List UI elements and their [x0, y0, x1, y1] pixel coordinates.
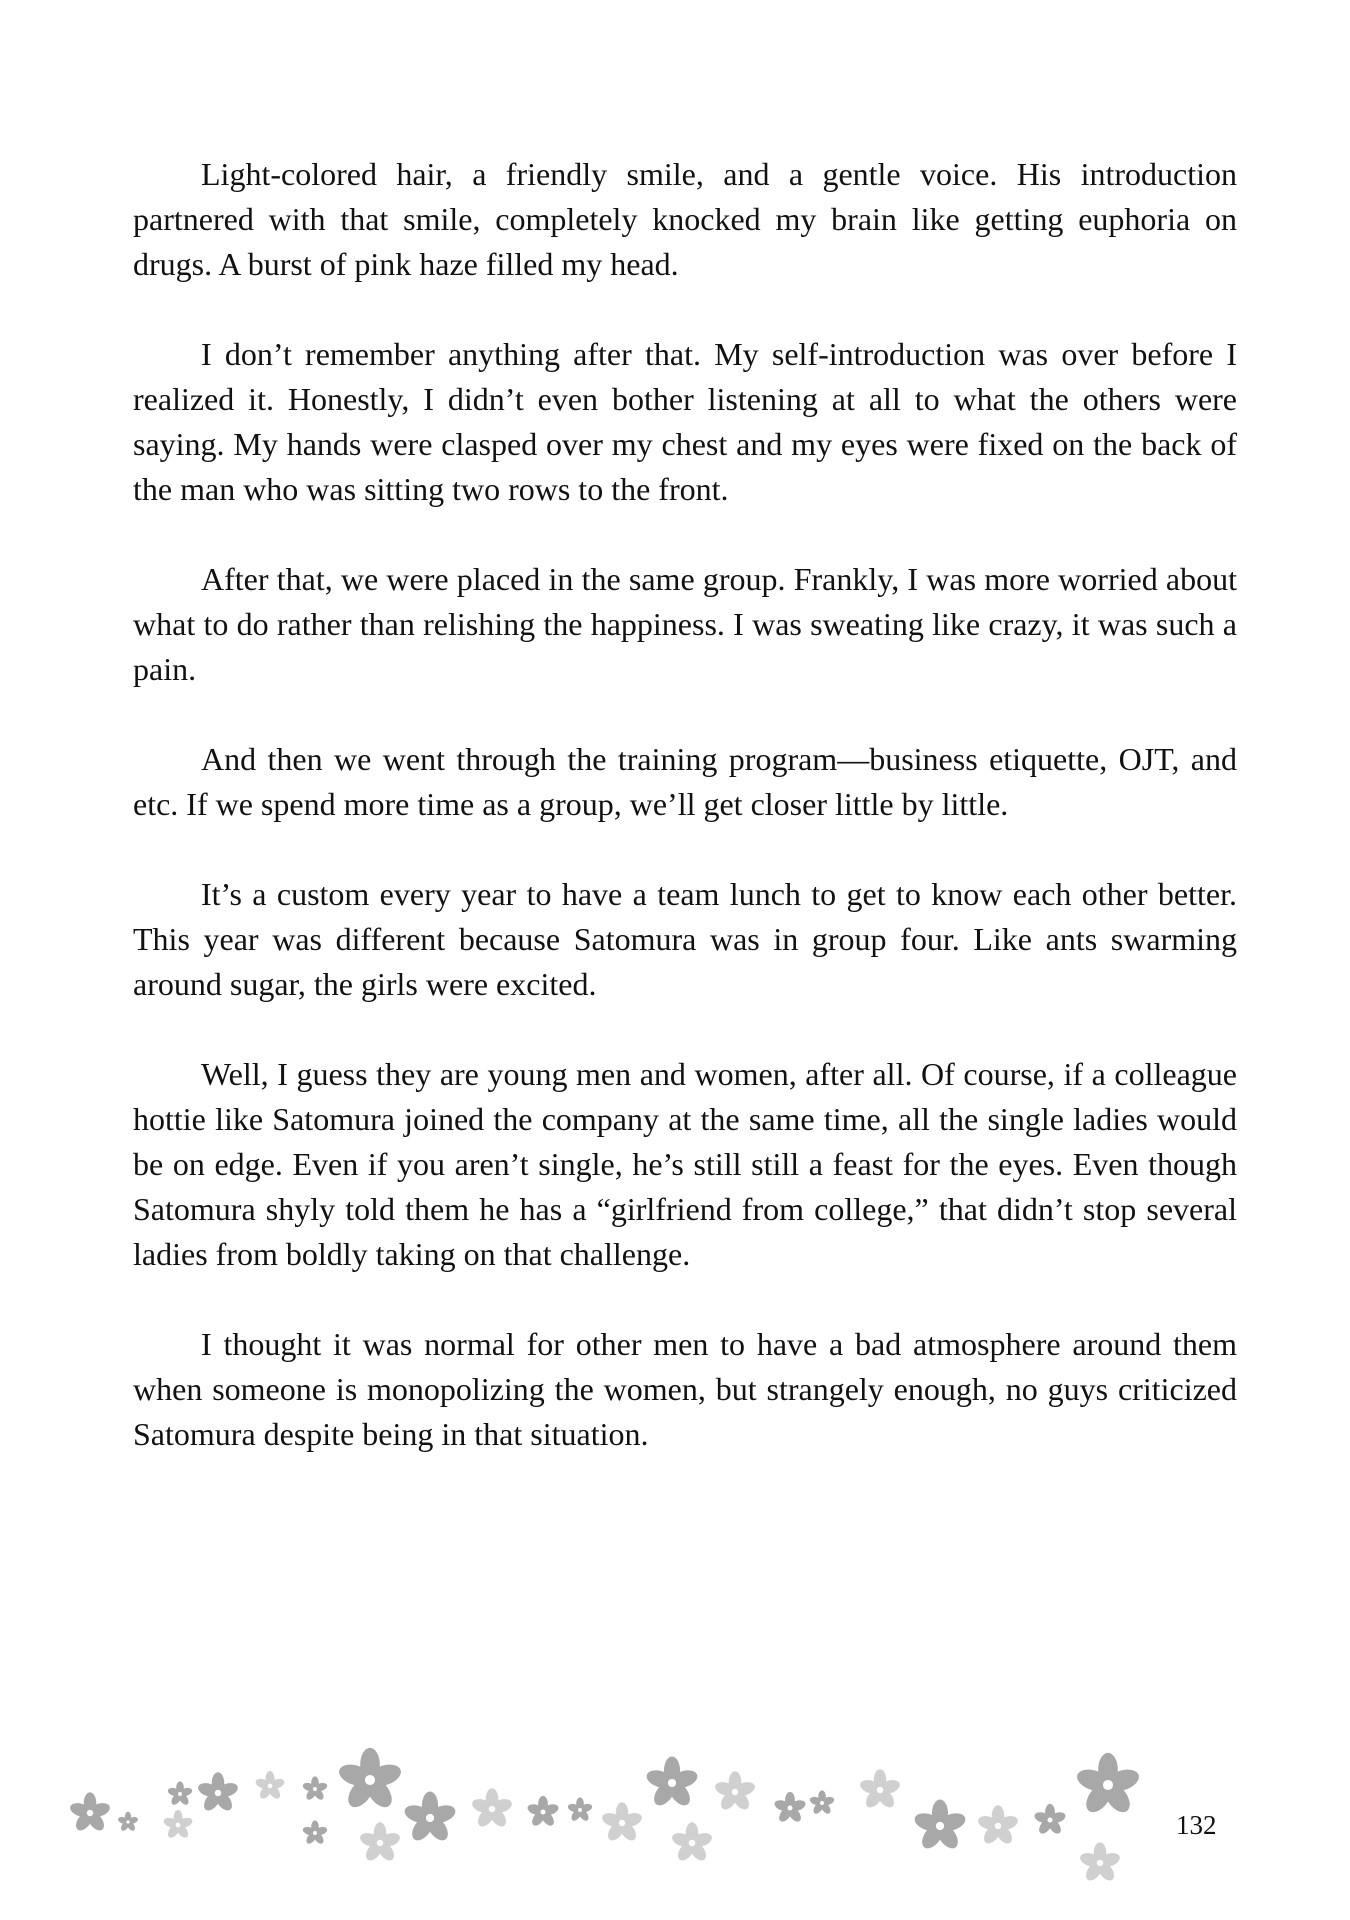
paragraph: And then we went through the training program—business etiquette, OJT, and etc. If we spend more time as a group, we’ll get closer little by little.: [133, 741, 1237, 822]
paragraph: It’s a custom every year to have a team lunch to get to know each other better. This year was different because Satomura was in group four. Like ants swarming around sugar, the girls were excited.: [133, 876, 1237, 1002]
flower-icon: [976, 1805, 1019, 1846]
flower-icon: [858, 1769, 901, 1810]
flower-icon: [68, 1792, 111, 1833]
paragraph: I thought it was normal for other men to have a bad atmosphere around them when someone is monopolizing the women, but strangely enough, no guys criticized Satomura despite being in that situation.: [133, 1326, 1237, 1452]
flower-icon: [162, 1810, 193, 1840]
flower-icon: [773, 1792, 807, 1824]
flower-border-decoration: [0, 1740, 1350, 1900]
flower-icon: [167, 1781, 193, 1806]
flower-icon: [670, 1822, 713, 1863]
flower-icon: [567, 1797, 593, 1822]
flower-icon: [1033, 1804, 1067, 1836]
flower-icon: [336, 1748, 403, 1812]
page-number: 132: [1176, 1810, 1217, 1840]
paragraph: Well, I guess they are young men and women, after all. Of course, if a colleague hottie like Satomura joined the company at the same time, all the single ladies would be on edge. Even if you aren’t single, he’s still still a feast for the eyes. Even though Satomura shyly told them he has a “girlfriend from college,” that didn’t stop several ladies from boldly taking on that challenge.: [133, 1056, 1237, 1272]
flower-icon: [402, 1792, 457, 1845]
paragraph: Light-colored hair, a friendly smile, and a gentle voice. His introduction partnered with that smile, completely knocked my brain like getting euphoria on drugs. A burst of pink haze filled my head.: [133, 156, 1237, 282]
flower-icon: [600, 1802, 643, 1843]
paragraph: After that, we were placed in the same group. Frankly, I was more worried about what to do rather than relishing the happiness. I was sweating like crazy, it was such a pain.: [133, 561, 1237, 687]
flower-icon: [358, 1822, 401, 1863]
flower-icon: [713, 1771, 756, 1812]
flower-icon: [526, 1796, 560, 1828]
body-text: [133, 152, 1237, 1502]
flower-icon: [196, 1772, 239, 1813]
flower-icon: [809, 1790, 835, 1815]
paragraph: I don’t remember anything after that. My self-introduction was over before I realized it. Honestly, I didn’t even bother listening at all to what the others were saying. My hands were clasped over my chest and my eyes were fixed on the back of the man who was sitting two rows to the front.: [133, 336, 1237, 507]
flower-icon: [912, 1800, 967, 1853]
flower-icon: [1078, 1842, 1121, 1883]
flower-icon: [254, 1771, 285, 1801]
flower-icon: [470, 1788, 513, 1829]
flower-icon: [302, 1776, 328, 1801]
flower-icon: [644, 1757, 699, 1810]
flower-icon: [1074, 1753, 1141, 1817]
flower-icon: [117, 1812, 139, 1833]
flower-icon: [302, 1820, 328, 1845]
